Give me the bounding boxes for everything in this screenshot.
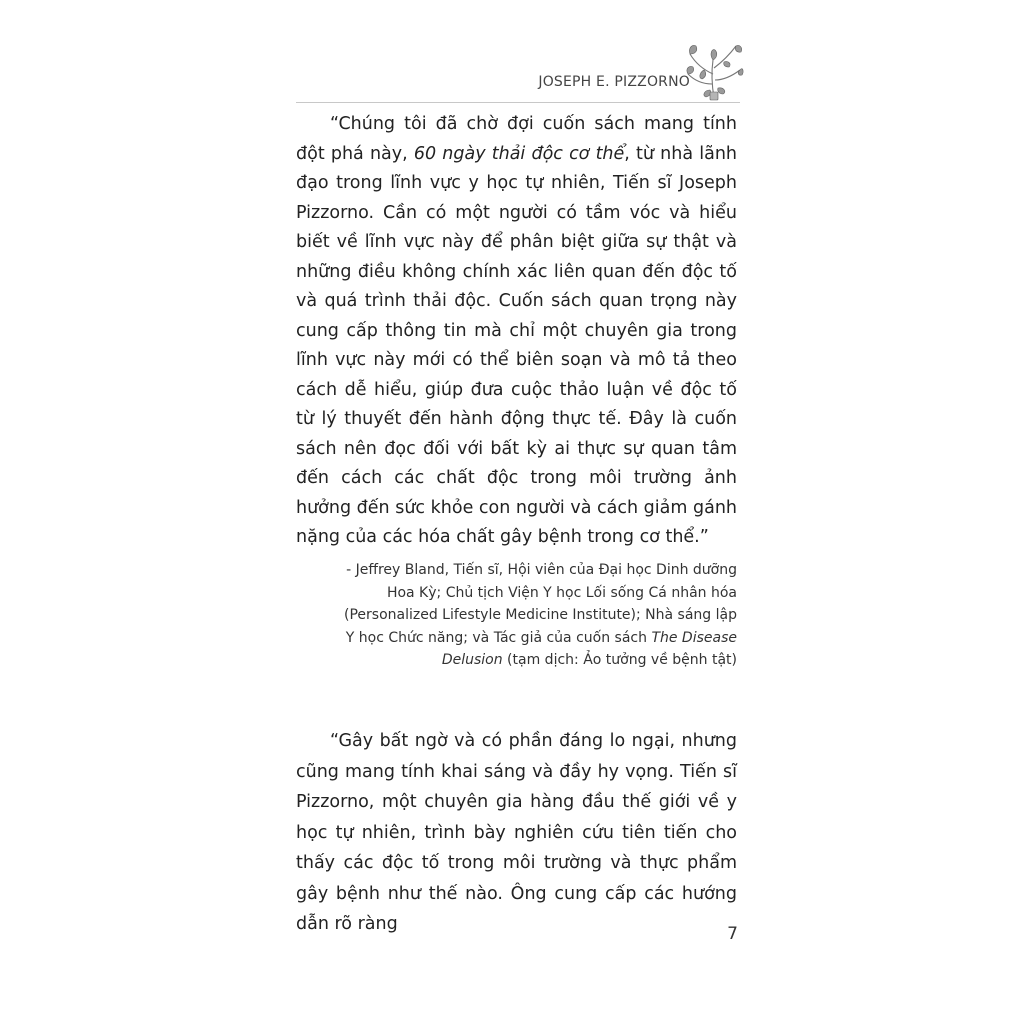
attribution-1 xyxy=(332,559,737,672)
header-divider xyxy=(296,102,740,103)
herb-sprig-icon xyxy=(684,40,744,102)
attribution-1-text-b: (tạm dịch: Ảo tưởng về bệnh tật) xyxy=(502,652,737,668)
page-number: 7 xyxy=(727,924,738,944)
attribution-section-1 xyxy=(332,559,737,672)
attribution-1-text-a: - Jeffrey Bland, Tiến sĩ, Hội viên của Đại học Dinh dưỡng Hoa Kỳ; Chủ tịch Viện Y học Lối sống Cá nhân hóa (Personalized Lifestyle Medicine Institute); Nhà sáng lập Y học Chức năng; và Tác giả của cuốn sách xyxy=(344,562,737,646)
quote-section-1 xyxy=(296,110,737,553)
quote-1-book-title: 60 ngày thải độc cơ thể xyxy=(413,143,625,164)
quote-1-text-b: , từ nhà lãnh đạo trong lĩnh vực y học tự nhiên, Tiến sĩ Joseph Pizzorno. Cần có một người có tầm vóc và hiểu biết về lĩnh vực này để phân biệt giữa sự thật và những điều không chính xác liên quan đến độc tố và quá trình thải độc. Cuốn sách quan trọng này cung cấp thông tin mà chỉ một chuyên gia trong lĩnh vực này mới có thể biên soạn và mô tả theo cách dễ hiểu, giúp đưa cuộc thảo luận về độc tố từ lý thuyết đến hành động thực tế. Đây là cuốn sách nên đọc đối với bất kỳ ai thực sự quan tâm đến cách các chất độc trong môi trường ảnh hưởng đến sức khỏe con người và cách giảm gánh nặng của các hóa chất gây bệnh trong cơ thể.” xyxy=(296,143,737,547)
quote-2 xyxy=(296,726,737,940)
quote-section-2 xyxy=(296,726,737,940)
quote-2-text: “Gây bất ngờ và có phần đáng lo ngại, nhưng cũng mang tính khai sáng và đầy hy vọng. Tiến sĩ Pizzorno, một chuyên gia hàng đầu thế giới về y học tự nhiên, trình bày nghiên cứu tiên tiến cho thấy các độc tố trong môi trường và thực phẩm gây bệnh như thế nào. Ông cung cấp các hướng dẫn rõ ràng xyxy=(296,731,737,934)
attribution-1-book-title: The Disease Delusion xyxy=(441,629,737,668)
author-name: JOSEPH E. PIZZORNO xyxy=(538,74,690,90)
running-header xyxy=(500,70,690,94)
quote-1 xyxy=(296,110,737,553)
quote-1-text-a: “Chúng tôi đã chờ đợi cuốn sách mang tính đột phá này, xyxy=(296,114,737,164)
